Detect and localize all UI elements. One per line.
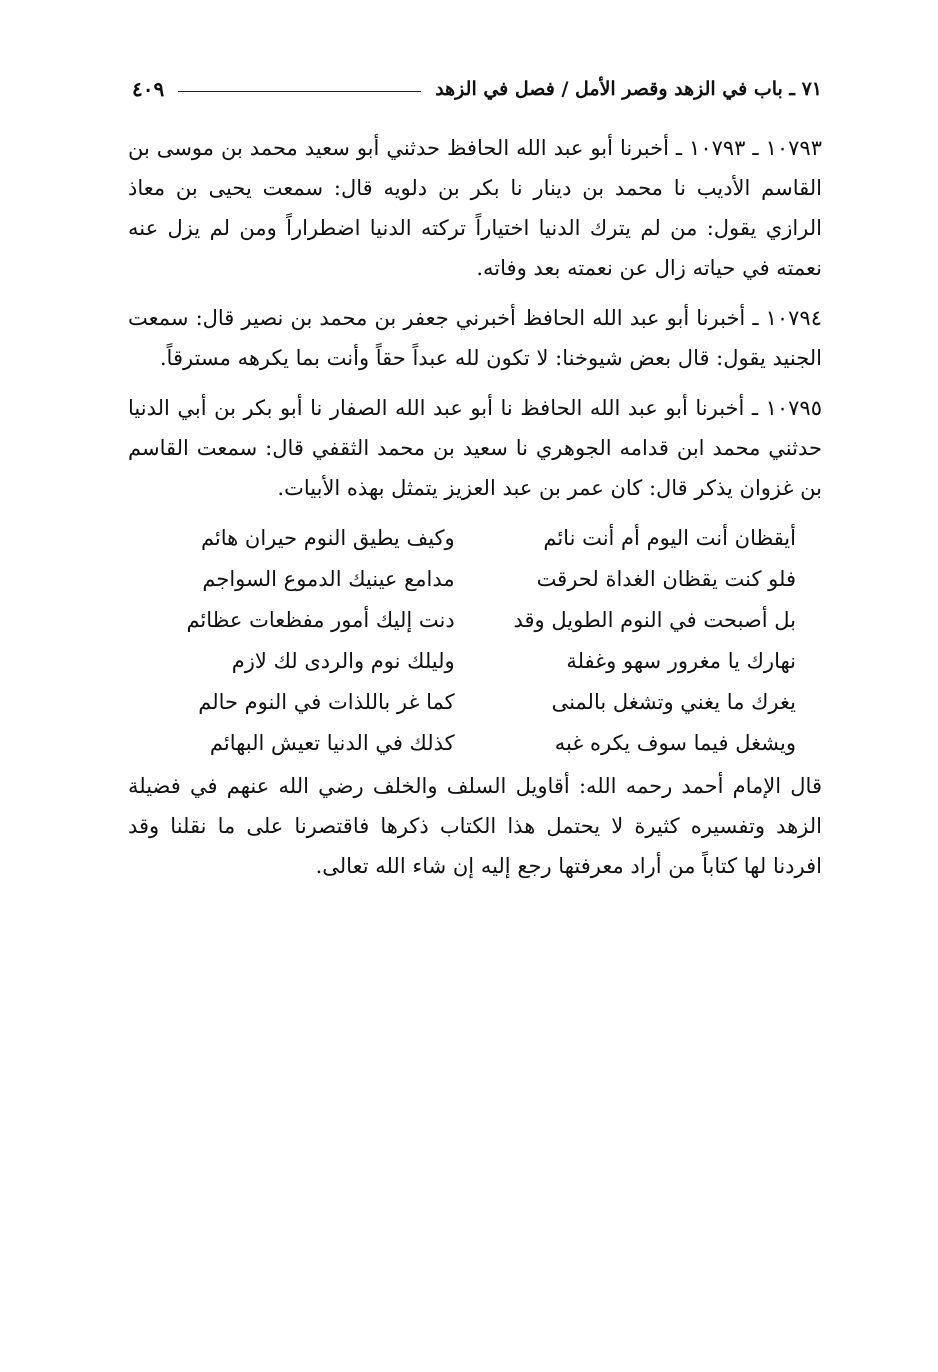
verse-line	[152, 518, 796, 559]
hadith-text: ـ أخبرنا أبو عبد الله الحافظ أخبرني جعفر بن محمد بن نصير قال: سمعت الجنيد يقول: قال بعض شيوخنا: لا تكون لله عبداً حقاً وأنت بما يكرهه مسترقاً.	[128, 306, 822, 370]
verse-second-hemistich: مدامع عينيك الدموع السواجم	[202, 567, 455, 591]
verse-first-hemistich: أيقظان أنت اليوم أم أنت نائم	[543, 526, 796, 550]
verse-first-hemistich: بل أصبحت في النوم الطويل وقد	[513, 608, 796, 632]
verse-first-hemistich: نهارك يا مغرور سهو وغفلة	[566, 649, 796, 673]
hadith-paragraph-10795	[128, 388, 822, 508]
verse-second-hemistich: دنت إليك أمور مفظعات عظائم	[186, 608, 455, 632]
page-number: ٤٠٩	[132, 77, 165, 101]
hadith-number: ١٠٧٩٥	[765, 396, 822, 420]
verse-first-hemistich: ويشغل فيما سوف يكره غبه	[554, 731, 796, 755]
verse-second-hemistich: كما غر باللذات في النوم حالم	[198, 690, 455, 714]
hadith-number: ١٠٧٩٤	[765, 306, 822, 330]
verse-line	[152, 682, 796, 723]
verse-second-hemistich: وليلك نوم والردى لك لازم	[231, 649, 455, 673]
verse-line	[152, 641, 796, 682]
hadith-paragraph-10793	[128, 128, 822, 288]
verse-line	[152, 723, 796, 764]
verse-line	[152, 600, 796, 641]
hadith-text: ـ أخبرنا أبو عبد الله الحافظ نا أبو عبد الله الصفار نا أبو بكر بن أبي الدنيا حدثني محمد ابن قدامه الجوهري نا سعيد بن محمد الثقفي قال: سمعت القاسم بن غزوان يذكر قال: كان عمر بن عبد العزيز يتمثل بهذه الأبيات.	[128, 396, 822, 500]
chapter-title: ٧١ ـ باب في الزهد وقصر الأمل / فصل في الزهد	[435, 78, 822, 100]
poem-verses	[128, 518, 822, 764]
verse-second-hemistich: كذلك في الدنيا تعيش البهائم	[209, 731, 455, 755]
hadith-number: ١٠٧٩٣	[765, 136, 822, 160]
header-rule	[178, 91, 421, 92]
verse-first-hemistich: يغرك ما يغني وتشغل بالمنى	[551, 690, 796, 714]
main-text	[128, 128, 822, 896]
running-header	[132, 72, 822, 106]
hadith-paragraph-10794	[128, 298, 822, 378]
verse-line	[152, 559, 796, 600]
hadith-text: ـ ١٠٧٩٣ ـ أخبرنا أبو عبد الله الحافظ حدثني أبو سعيد محمد بن موسى بن القاسم الأديب نا محمد بن دينار نا بكر بن دلويه قال: سمعت يحيى بن معاذ الرازي يقول: من لم يترك الدنيا اختياراً تركته الدنيا اضطراراً ومن لم يزل عنه نعمته في حياته زال عن نعمته بعد وفاته.	[128, 136, 822, 280]
closing-paragraph: قال الإمام أحمد رحمه الله: أقاويل السلف والخلف رضي الله عنهم في فضيلة الزهد وتفسيره كثيرة لا يحتمل هذا الكتاب ذكرها فاقتصرنا على ما نقلنا وقد افردنا لها كتاباً من أراد معرفتها رجع إليه إن شاء الله تعالى.	[128, 774, 822, 878]
verse-second-hemistich: وكيف يطيق النوم حيران هائم	[200, 526, 455, 550]
verse-first-hemistich: فلو كنت يقظان الغداة لحرقت	[536, 567, 796, 591]
